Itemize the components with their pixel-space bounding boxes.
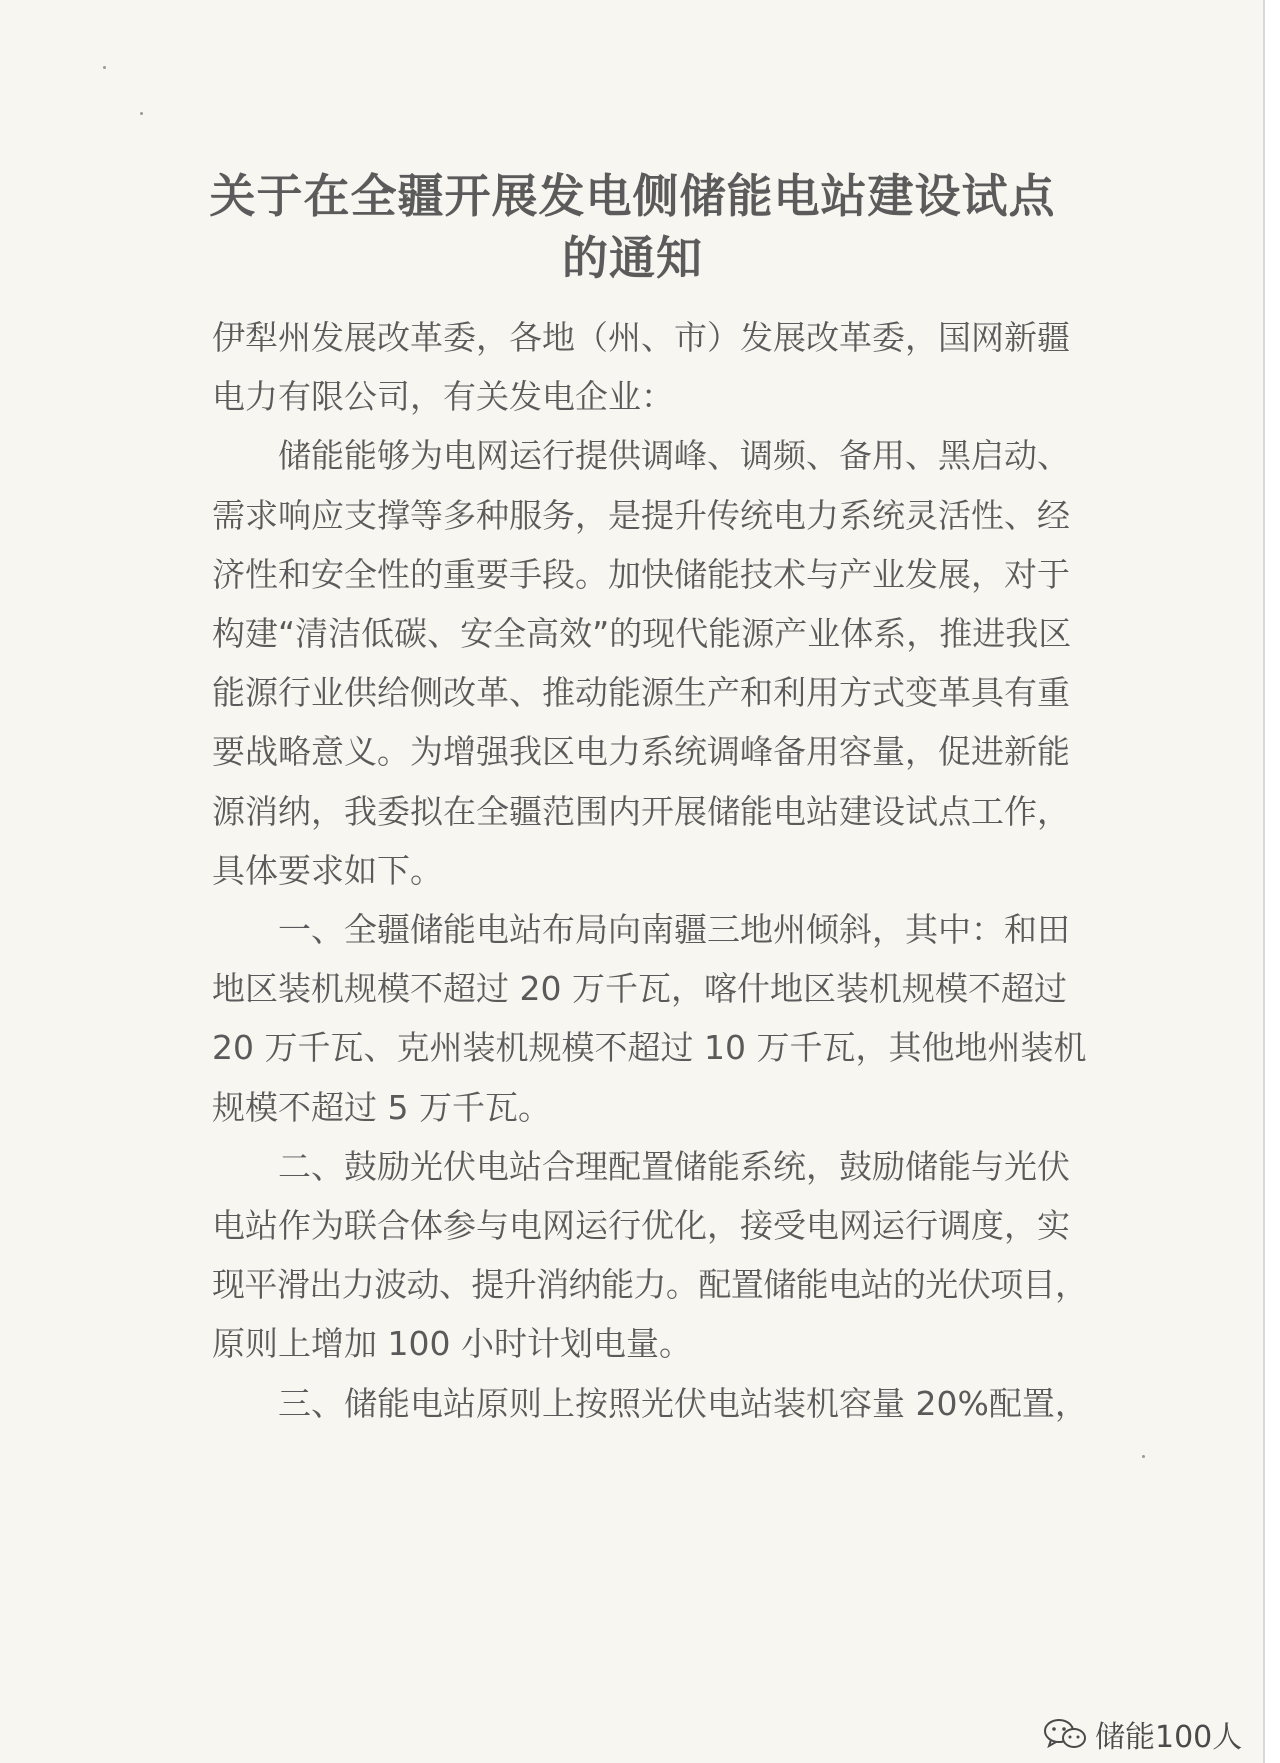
- body-line: 具体要求如下。: [212, 851, 443, 890]
- body-line: 能源行业供给侧改革、推动能源生产和利用方式变革具有重: [212, 673, 1070, 712]
- body-line: 原则上增加 100 小时计划电量。: [212, 1324, 692, 1363]
- body-line: 现平滑出力波动、提升消纳能力。配置储能电站的光伏项目，: [212, 1265, 1088, 1304]
- scan-speck: [140, 112, 143, 115]
- document-title-line-2: 的通知: [562, 231, 703, 285]
- body-line: 地区装机规模不超过 20 万千瓦，喀什地区装机规模不超过: [212, 969, 1067, 1008]
- body-line: 构建“清洁低碳、安全高效”的现代能源产业体系，推进我区: [212, 614, 1072, 653]
- body-line: 20 万千瓦、克州装机规模不超过 10 万千瓦，其他地州装机: [212, 1028, 1087, 1067]
- body-line: 规模不超过 5 万千瓦。: [212, 1088, 551, 1127]
- page-edge: [1265, 0, 1280, 1763]
- body-line: 一、全疆储能电站布局向南疆三地州倾斜，其中：和田: [278, 910, 1070, 949]
- body-line: 电站作为联合体参与电网运行优化，接受电网运行调度，实: [212, 1206, 1070, 1245]
- body-line: 要战略意义。为增强我区电力系统调峰备用容量，促进新能: [212, 732, 1070, 771]
- scan-speck: [103, 66, 106, 69]
- watermark: [1043, 1712, 1242, 1756]
- body-line: 储能能够为电网运行提供调峰、调频、备用、黑启动、: [278, 436, 1070, 475]
- body-line: 伊犁州发展改革委，各地（州、市）发展改革委，国网新疆: [212, 318, 1070, 357]
- body-line: 三、储能电站原则上按照光伏电站装机容量 20%配置，: [278, 1384, 1088, 1423]
- watermark-text: 储能100人: [1095, 1720, 1243, 1755]
- body-line: 需求响应支撑等多种服务，是提升传统电力系统灵活性、经: [212, 496, 1070, 535]
- body-line: 源消纳，我委拟在全疆范围内开展储能电站建设试点工作，: [212, 792, 1070, 831]
- body-line: 二、鼓励光伏电站合理配置储能系统，鼓励储能与光伏: [278, 1147, 1070, 1186]
- document-title-line-1: 关于在全疆开展发电侧储能电站建设试点: [209, 169, 1056, 223]
- scan-speck: [1142, 1455, 1145, 1458]
- wechat-icon: [1043, 1717, 1087, 1751]
- body-line: 济性和安全性的重要手段。加快储能技术与产业发展，对于: [212, 555, 1070, 594]
- body-line: 电力有限公司，有关发电企业：: [212, 377, 674, 416]
